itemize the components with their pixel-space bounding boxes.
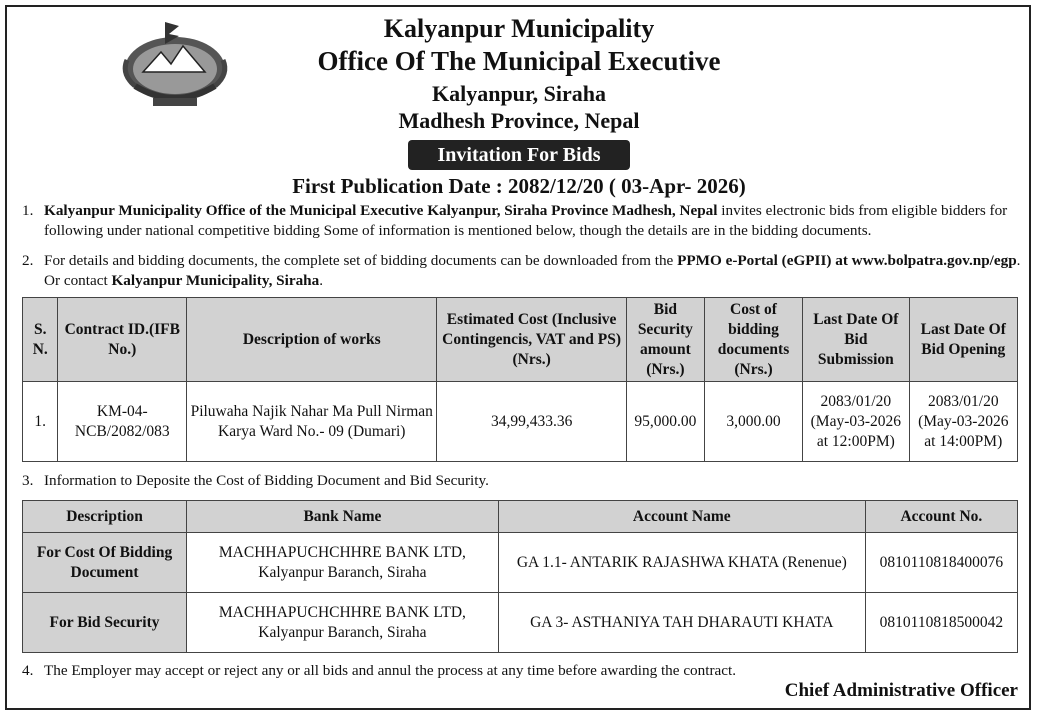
table-header-row [23,298,1018,382]
paragraph-number: 3. [22,472,34,489]
col-header: Bank Name [187,501,499,533]
col-header: Bid Security amount (Nrs.) [626,298,704,382]
table-row [23,593,1018,653]
province-line: Madhesh Province, Nepal [398,108,640,133]
bidder-org-name: Kalyanpur Municipality Office of the Municipal Executive Kalyanpur, Siraha Province Madhesh, Nepal [44,202,718,219]
cell-account-name: GA 3- ASTHANIYA TAH DHARAUTI KHATA [498,593,865,653]
cell-account-no: 0810110818500042 [865,593,1017,653]
cell-account-no: 0810110818400076 [865,533,1017,593]
cell-account-name: GA 1.1- ANTARIK RAJASHWA KHATA (Renenue) [498,533,865,593]
paragraph-3 [22,471,1022,491]
cell-document-cost: 3,000.00 [704,382,802,462]
col-header: Description of works [187,298,437,382]
paragraph-number: 1. [22,202,34,219]
col-header: Cost of bidding documents (Nrs.) [704,298,802,382]
paragraph-number: 2. [22,252,34,269]
municipality-name: Kalyanpur Municipality [383,14,655,43]
paragraph-1 [22,201,1022,241]
paragraph-2 [22,251,1022,291]
notice-title-banner: Invitation For Bids [408,140,630,170]
cell-submission-date: 2083/01/20 (May-03-2026 at 12:00PM) [803,382,909,462]
cell-description: For Bid Security [23,593,187,653]
paragraph-4 [22,661,1022,681]
col-header: Account No. [865,501,1017,533]
col-header: S. N. [23,298,58,382]
paragraph-text: Information to Deposite the Cost of Bidding Document and Bid Security. [44,472,489,489]
cell-bank-name: MACHHAPUCHCHHRE BANK LTD, Kalyanpur Baranch, Siraha [187,533,499,593]
contact-name: Kalyanpur Municipality, Siraha [111,272,320,289]
publication-date: First Publication Date : 2082/12/20 ( 03-Apr- 2026) [292,174,746,198]
bank-details-table [22,500,1018,653]
portal-link[interactable]: PPMO e-Portal (eGPII) at www.bolpatra.gov.np/egp [677,252,1017,269]
signature-title: Chief Administrative Officer [784,680,1018,701]
col-header: Estimated Cost (Inclusive Contingencis, VAT and PS) (Nrs.) [437,298,626,382]
table-row [23,533,1018,593]
cell-contract-id: KM-04-NCB/2082/083 [58,382,187,462]
cell-opening-date: 2083/01/20 (May-03-2026 at 14:00PM) [909,382,1017,462]
office-name: Office Of The Municipal Executive [317,46,721,76]
cell-description: For Cost Of Bidding Document [23,533,187,593]
paragraph-text: The Employer may accept or reject any or all bids and annul the process at any time before awarding the contract. [44,662,737,679]
address-line: Kalyanpur, Siraha [431,81,607,106]
cell-bank-name: MACHHAPUCHCHHRE BANK LTD, Kalyanpur Baranch, Siraha [187,593,499,653]
col-header: Last Date Of Bid Opening [909,298,1017,382]
col-header: Description [23,501,187,533]
cell-estimated-cost: 34,99,433.36 [437,382,626,462]
col-header: Last Date Of Bid Submission [803,298,909,382]
cell-description: Piluwaha Najik Nahar Ma Pull Nirman Karya Ward No.- 09 (Dumari) [187,382,437,462]
table-row [23,382,1018,462]
paragraph-text: . Or contact [44,252,1021,289]
cell-bid-security: 95,000.00 [626,382,704,462]
paragraph-text: invites electronic bids from eligible bidders for following under national competitive bidding Some of information is mentioned below, though the details are in the bidding documents. [44,202,1008,239]
paragraph-number: 4. [22,662,34,679]
paragraph-text: . [319,272,324,289]
col-header: Contract ID.(IFB No.) [58,298,187,382]
table-header-row [23,501,1018,533]
col-header: Account Name [498,501,865,533]
bid-details-table [22,297,1018,462]
cell-sn: 1. [23,382,58,462]
paragraph-text: For details and bidding documents, the complete set of bidding documents can be downloaded from the [44,252,678,269]
